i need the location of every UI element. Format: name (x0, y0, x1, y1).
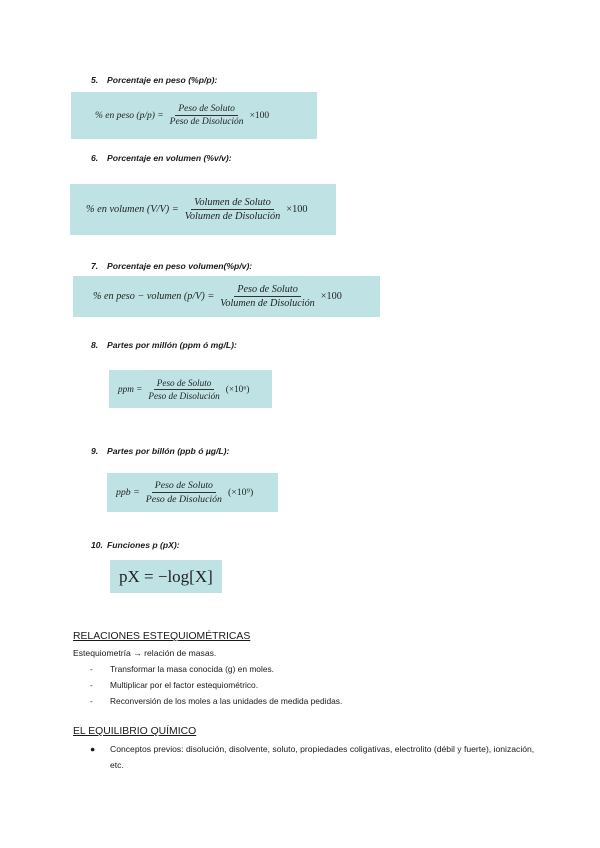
item-8-title: 8. Partes por millón (ppm ó mg/L): (91, 340, 237, 350)
formula-lhs: ppb = (116, 487, 140, 498)
formula-box-ppm (109, 370, 272, 408)
formula-denominator: Peso de Disolución (145, 494, 222, 505)
formula-fraction (143, 480, 225, 505)
formula-denominator: Volumen de Disolución (220, 298, 315, 309)
formula-numerator: Peso de Soluto (152, 480, 216, 493)
list-item: ● Conceptos previos: disolución, disolvente, soluto, propiedades coligativas, electrolito (débil y fuerte), ionización, etc. (90, 741, 540, 773)
formula-px: pX = −log[X] (119, 566, 213, 586)
formula-box-ppb (107, 473, 278, 512)
estequiometria-intro: Estequiometría → relación de masas. (73, 648, 217, 658)
formula-factor: ×100 (249, 110, 270, 121)
formula-box-percent-weight-volume (73, 276, 380, 317)
formula-fraction (145, 378, 222, 401)
item-9-title: 9. Partes por billón (ppb ó µg/L): (91, 446, 230, 456)
formula-numerator: Peso de Soluto (175, 104, 237, 116)
item-10-title: 10. Funciones p (pX): (91, 540, 180, 550)
item-7-title: 7. Porcentaje en peso volumen(%p/v): (91, 261, 253, 271)
formula-box-percent-weight (71, 92, 317, 139)
formula-fraction (217, 284, 318, 309)
formula-fraction (167, 104, 247, 127)
formula-denominator: Volumen de Disolución (184, 211, 281, 222)
formula-factor: (×10⁹) (227, 487, 254, 498)
formula-numerator: Volumen de Soluto (191, 197, 274, 210)
formula-denominator: Peso de Disolución (148, 390, 220, 401)
item-6-title: 6. Porcentaje en volumen (%v/v): (91, 153, 232, 163)
section-heading-estequiometria: RELACIONES ESTEQUIOMÉTRICAS (73, 631, 251, 642)
formula-fraction (182, 197, 284, 222)
formula-numerator: Peso de Soluto (234, 284, 301, 297)
formula-factor: ×100 (320, 291, 342, 302)
formula-lhs: % en peso − volumen (p/V) = (93, 291, 215, 302)
formula-lhs: ppm = (118, 384, 143, 394)
formula-lhs: % en volumen (V/V) = (86, 204, 179, 215)
formula-lhs: % en peso (p/p) = (95, 110, 164, 121)
formula-box-px (110, 560, 222, 593)
formula-factor: ×100 (286, 204, 308, 215)
bullet-dot: ● (90, 744, 96, 754)
formula-factor: (×10⁶) (225, 384, 250, 394)
formula-numerator: Peso de Soluto (154, 378, 215, 390)
formula-denominator: Peso de Disolución (169, 117, 244, 127)
section-heading-equilibrio: EL EQUILIBRIO QUÍMICO (73, 726, 197, 737)
formula-box-percent-volume (70, 184, 336, 235)
item-5-title: 5. Porcentaje en peso (%p/p): (91, 75, 218, 85)
